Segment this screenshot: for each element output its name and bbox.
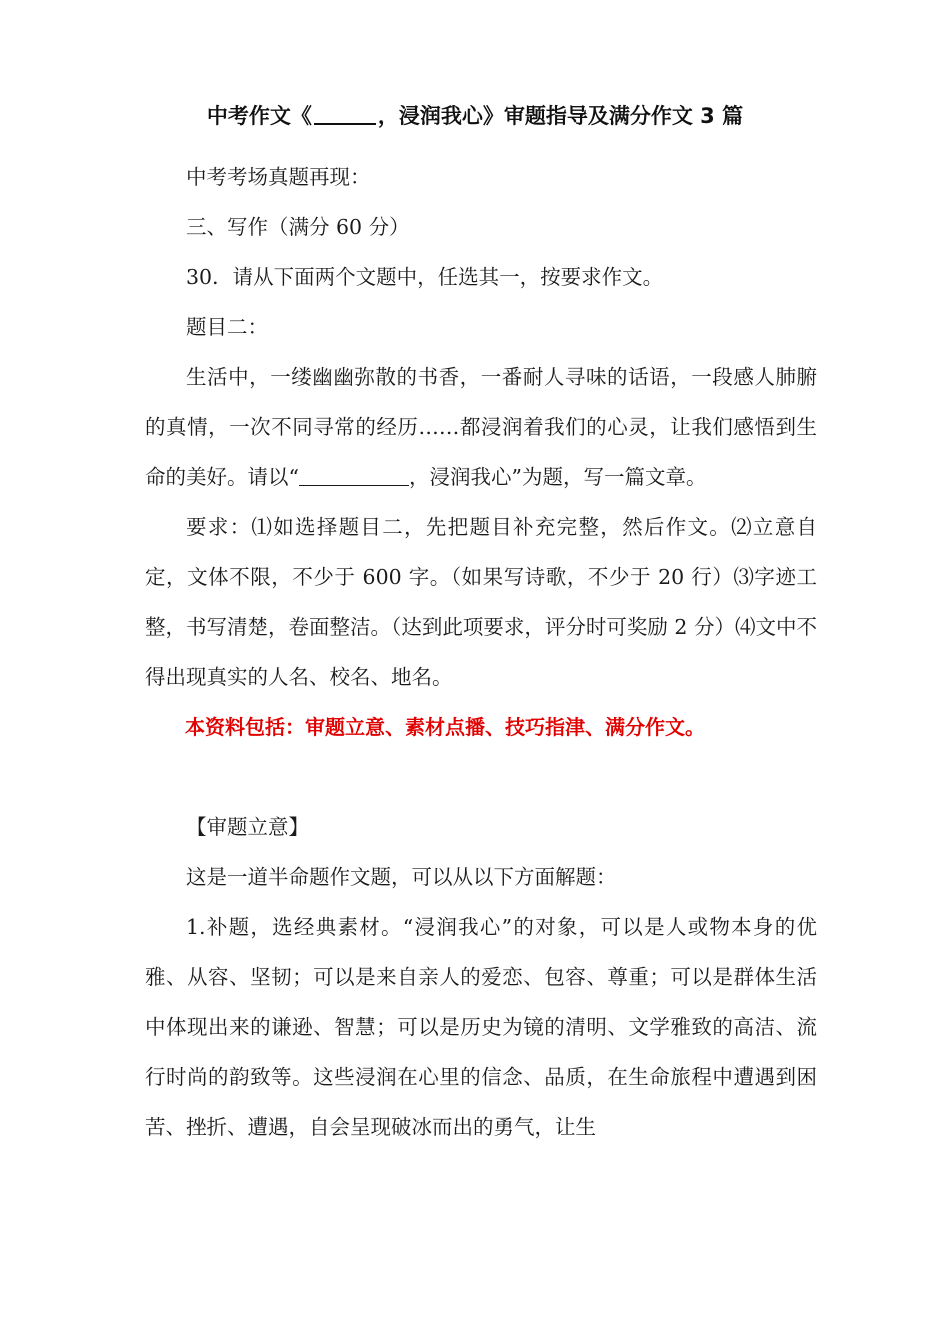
prompt-text-before: 生活中，一缕幽幽弥散的书香，一番耐人寻味的话语，一段感人肺腑的真情，一次不同寻常的经历……都浸润着我们的心灵，让我们感悟到生命的美好。请以“ <box>145 365 817 489</box>
paragraph-question-30: 30．请从下面两个文题中，任选其一，按要求作文。 <box>186 265 664 289</box>
paragraph-analysis-point-1: 1.补题，选经典素材。“浸润我心”的对象，可以是人或物本身的优雅、从容、坚韧；可以是来自亲人的爱恋、包容、尊重；可以是群体生活中体现出来的谦逊、智慧；可以是历史为镜的清明、文学雅致的高洁、流行时尚的韵致等。这些浸润在心里的信念、品质，在生命旅程中遭遇到困苦、挫折、遭遇，自会呈现破冰而出的勇气，让生 <box>145 915 817 1139</box>
title-part-1: 中考作文《 <box>206 104 312 128</box>
title-blank-line <box>314 101 376 125</box>
paragraph-section-heading: 三、写作（满分 60 分） <box>186 215 410 239</box>
document-title <box>0 98 950 134</box>
blank-line <box>145 752 817 802</box>
title-part-2: ，浸润我心》审题指导及满分作文 3 篇 <box>377 104 744 128</box>
prompt-text-after: ，浸润我心”为题，写一篇文章。 <box>408 465 707 489</box>
paragraph-prompt <box>145 352 817 502</box>
paragraph-exam-intro: 中考考场真题再现： <box>186 165 371 189</box>
paragraph-contents-note: 本资料包括：审题立意、素材点播、技巧指津、满分作文。 <box>185 715 705 739</box>
paragraph-analysis-intro: 这是一道半命题作文题，可以从以下方面解题： <box>186 865 617 889</box>
prompt-blank-line <box>299 465 409 486</box>
section-heading-analysis: 【审题立意】 <box>186 815 309 839</box>
paragraph-requirements: 要求：⑴如选择题目二，先把题目补充完整，然后作文。⑵立意自定，文体不限，不少于 600 字。（如果写诗歌，不少于 20 行）⑶字迹工整，书写清楚，卷面整洁。（达到此项要求，评分时可奖励 2 分）⑷文中不得出现真实的人名、校名、地名。 <box>145 515 817 689</box>
paragraph-topic-two: 题目二： <box>186 315 268 339</box>
document-body <box>145 152 817 1152</box>
